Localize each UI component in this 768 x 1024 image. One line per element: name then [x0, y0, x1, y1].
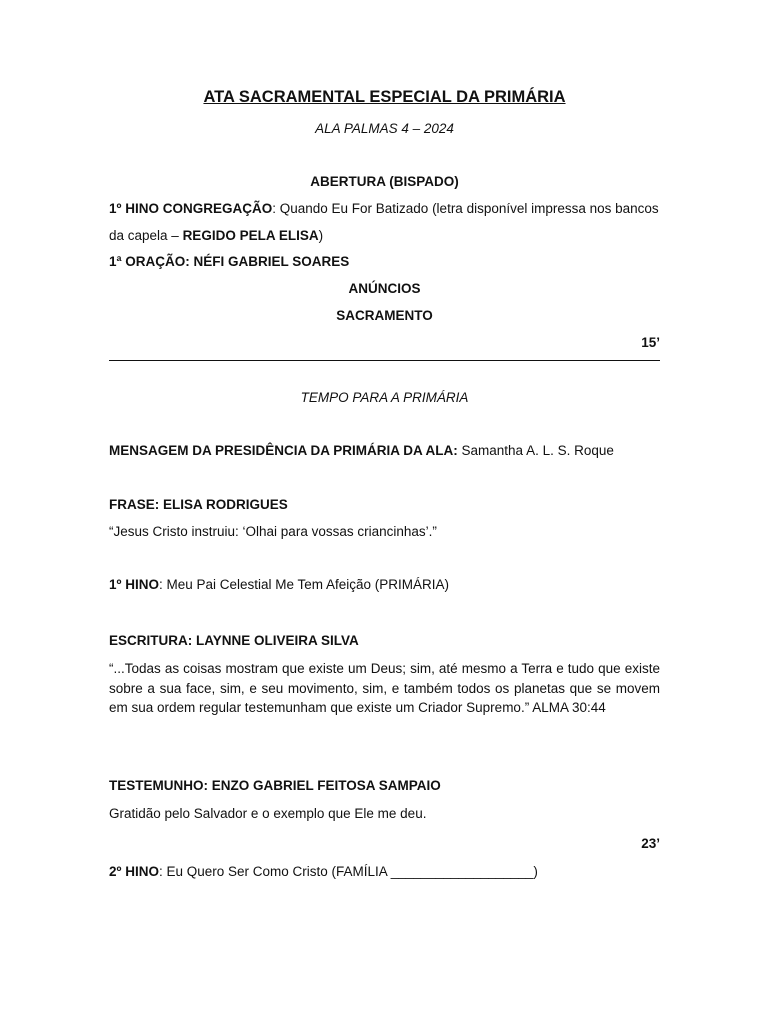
hymn1-label: 1º HINO CONGREGAÇÃO	[109, 201, 273, 216]
testimony-text: Gratidão pelo Salvador e o exemplo que Ele me deu.	[109, 806, 427, 821]
primary-hymn-line	[109, 576, 660, 594]
scripture-text: “...Todas as coisas mostram que existe um Deus; sim, até mesmo a Terra e tudo que existe sobre a sua face, sim, e seu movimento, sim, e também todos os planetas que se movem em sua ordem regular testemunham que existe um Criador Supremo.” ALMA 30:44	[109, 661, 660, 715]
phrase-text: “Jesus Cristo instruiu: ‘Olhai para vossas criancinhas’.”	[109, 524, 437, 539]
primary-hymn-text: : Meu Pai Celestial Me Tem Afeição (PRIMÁRIA)	[158, 577, 450, 592]
document-title: ATA SACRAMENTAL ESPECIAL DA PRIMÁRIA	[203, 88, 566, 106]
hymn1-text: Quando Eu For Batizado (letra disponível impressa nos bancos	[275, 201, 659, 216]
primary-hymn-label: 1º HINO	[109, 577, 159, 592]
announcements-heading: ANÚNCIOS	[348, 281, 421, 296]
document-subtitle: ALA PALMAS 4 – 2024	[315, 121, 454, 136]
scripture-label: ESCRITURA: LAYNNE OLIVEIRA SILVA	[109, 633, 359, 648]
phrase-label: FRASE: ELISA RODRIGUES	[109, 497, 288, 512]
presidency-message-line	[109, 442, 660, 460]
opening-prayer: 1ª ORAÇÃO: NÉFI GABRIEL SOARES	[109, 254, 350, 269]
presidency-message-name: Samantha A. L. S. Roque	[457, 443, 614, 458]
hymn1-colon: :	[272, 201, 276, 216]
testimony-label: TESTEMUNHO: ENZO GABRIEL FEITOSA SAMPAIO	[109, 778, 441, 793]
hymn1-cont: da capela –	[109, 228, 183, 243]
hymn2-label: 2º HINO	[109, 864, 159, 879]
presidency-message-label: MENSAGEM DA PRESIDÊNCIA DA PRIMÁRIA DA ALA:	[109, 443, 458, 458]
hymn2-text: : Eu Quero Ser Como Cristo (FAMÍLIA ___________________)	[158, 864, 538, 879]
hymn1-conductor: REGIDO PELA ELISA	[182, 228, 319, 243]
sacrament-heading: SACRAMENTO	[336, 308, 433, 323]
primary-heading: TEMPO PARA A PRIMÁRIA	[300, 390, 469, 405]
hymn2-line	[109, 863, 660, 881]
section-divider	[109, 360, 660, 361]
time-marker-2: 23’	[641, 836, 660, 851]
time-marker-1: 15’	[641, 335, 660, 350]
hymn1-line	[109, 200, 660, 218]
opening-heading: ABERTURA (BISPADO)	[310, 174, 459, 189]
hymn1-continuation	[109, 227, 660, 245]
hymn1-close: )	[318, 228, 324, 243]
